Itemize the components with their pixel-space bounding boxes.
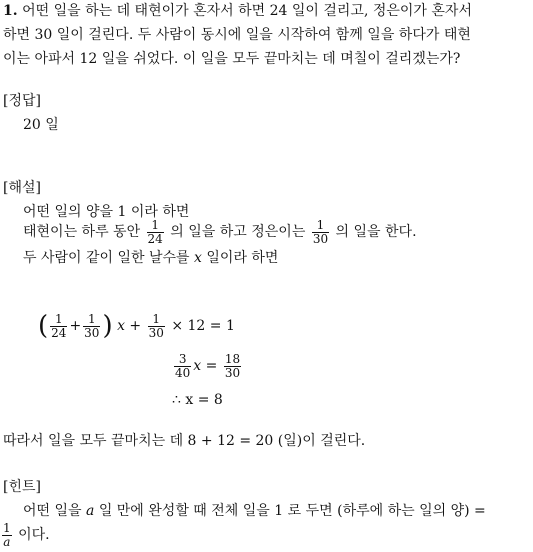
eq1-fraction-1-24: $\frac{1}{24}$ [51, 311, 67, 340]
solution-line-2 [23, 215, 417, 249]
problem-number: 1. [3, 3, 18, 19]
equation-3: ∴ x = 8 [172, 392, 223, 408]
solution-line-2-a: 태현이는 하루 동안 [23, 224, 141, 240]
hint-line-1 [23, 502, 486, 520]
problem-line-2: 하면 30 일이 걸린다. 두 사람이 동시에 일을 시작하여 함께 일을 하다가 태현 [3, 27, 471, 43]
eq2-fraction-3-40: $\frac{3}{40}$ [175, 351, 191, 380]
problem-line-1 [3, 2, 472, 20]
fraction-1-24: $\frac{1}{24}$ [147, 217, 163, 246]
problem-text-1: 어떤 일을 하는 데 태현이가 혼자서 하면 24 일이 걸리고, 정은이가 혼자서 [22, 3, 472, 19]
hint-line-1-b: 일 만에 완성할 때 전체 일을 1 로 두면 (하루에 하는 일의 양) = [98, 503, 486, 519]
hint-line-2-text: 이다. [18, 527, 50, 543]
solution-line-2-b: 의 일을 하고 정은이는 [170, 224, 306, 240]
eq1-tail: × 12 = 1 [171, 318, 235, 334]
variable-x: x [194, 250, 202, 266]
equation-2 [172, 348, 243, 384]
solution-line-2-c: 의 일을 한다. [335, 224, 417, 240]
hint-fraction-1-a: $\frac{1}{a}$ [3, 520, 11, 549]
answer-label: [정답] [3, 93, 41, 109]
answer-value: 20 일 [23, 117, 59, 133]
solution-line-3 [23, 249, 278, 267]
solution-line-3-b: 일이라 하면 [206, 250, 279, 266]
problem-line-3: 이는 아파서 12 일을 쉬었다. 이 일을 모두 끝마치는 데 며칠이 걸리겠는가? [3, 51, 461, 67]
solution-label: [해설] [3, 180, 41, 196]
hint-label: [힌트] [3, 479, 41, 495]
eq1-fraction-1-30b: $\frac{1}{30}$ [148, 311, 164, 340]
eq1-rest: x + [117, 318, 142, 334]
eq2-rest: x = [193, 358, 218, 374]
solution-conclusion: 따라서 일을 모두 끝마치는 데 8 + 12 = 20 (일)이 걸린다. [3, 433, 366, 449]
hint-line-2 [0, 518, 50, 552]
eq2-fraction-18-30: $\frac{18}{30}$ [224, 351, 241, 380]
fraction-1-30: $\frac{1}{30}$ [312, 217, 329, 246]
hint-line-1-a: 어떤 일을 [23, 503, 82, 519]
variable-a: a [86, 503, 95, 519]
solution-line-1: 어떤 일의 양을 1 이라 하면 [23, 204, 190, 220]
solution-line-3-a: 두 사람이 같이 일한 날수를 [23, 250, 190, 266]
equation-1: ( $\frac{1}{24}$ + $\frac{1}{30}$ ) x + $\frac{1}{30}$ × 12 = 1 [38, 311, 235, 341]
eq1-fraction-1-30a: $\frac{1}{30}$ [84, 311, 100, 340]
